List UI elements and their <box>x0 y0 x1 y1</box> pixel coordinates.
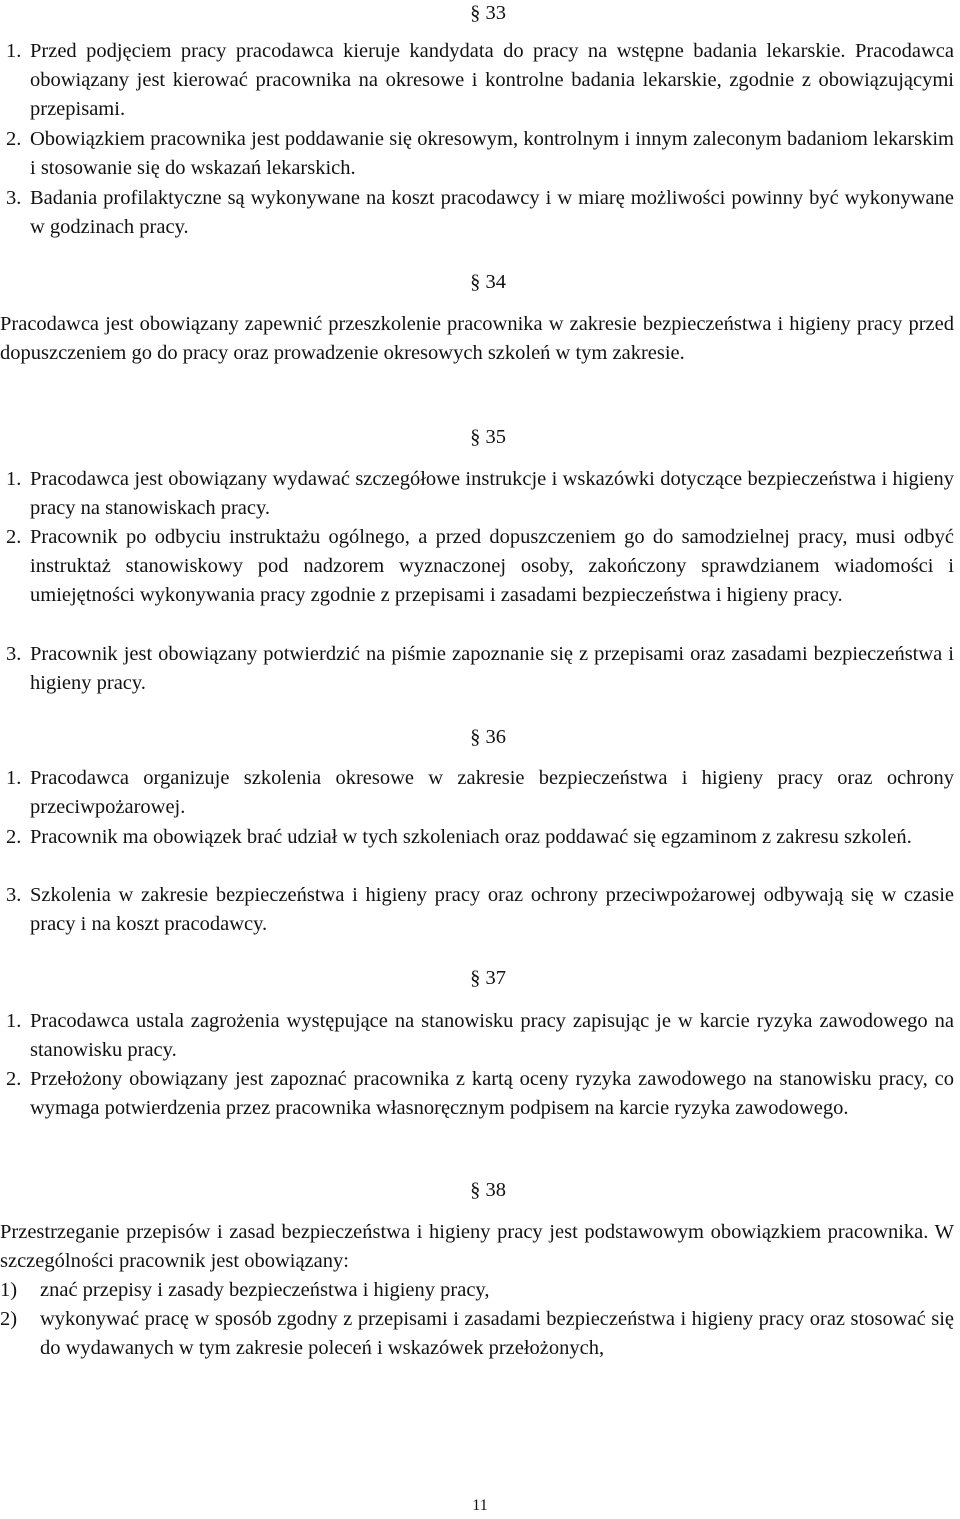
list-item <box>6 640 954 698</box>
item-number: 1. <box>6 468 22 490</box>
item-number: 2. <box>6 1068 22 1090</box>
list-item <box>6 881 954 939</box>
item-text: Przełożony obowiązany jest zapoznać pracownika z kartą oceny ryzyka zawodowego na stanowisku pracy, co wymaga potwierdzenia przez pracownika własnoręcznym podpisem na karcie ryzyka zawodowego. <box>30 1068 954 1119</box>
item-text: Pracodawca organizuje szkolenia okresowe w zakresie bezpieczeństwa i higieny pracy oraz ochrony przeciwpożarowej. <box>30 767 954 818</box>
list-item <box>6 523 954 610</box>
item-number: 2. <box>6 128 22 150</box>
list-item <box>6 37 954 124</box>
list-item <box>0 1276 954 1305</box>
item-number: 3. <box>6 187 22 209</box>
item-number: 3. <box>6 884 22 906</box>
item-text: wykonywać pracę w sposób zgodny z przepisami i zasadami bezpieczeństwa i higieny pracy oraz stosować się do wydawanych w tym zakresie poleceń i wskazówek przełożonych, <box>40 1308 954 1359</box>
item-number: 2. <box>6 826 22 848</box>
section-heading-35: § 35 <box>470 426 506 448</box>
item-text: Pracodawca jest obowiązany wydawać szczegółowe instrukcje i wskazówki dotyczące bezpieczeństwa i higieny pracy na stanowiskach pracy. <box>30 468 954 519</box>
item-text: Pracownik po odbyciu instruktażu ogólnego, a przed dopuszczeniem go do samodzielnej pracy, musi odbyć instruktaż stanowiskowy pod nadzorem wyznaczonej osoby, zakończony sprawdzianem wiadomości i umiejętności wykonywania pracy zgodnie z przepisami i zasadami bezpieczeństwa i higieny pracy. <box>30 526 954 606</box>
item-text: Pracownik ma obowiązek brać udział w tych szkoleniach oraz poddawać się egzaminom z zakresu szkoleń. <box>30 826 912 848</box>
list-item <box>6 125 954 183</box>
section-heading-36: § 36 <box>470 726 506 748</box>
item-text: znać przepisy i zasady bezpieczeństwa i higieny pracy, <box>40 1279 490 1301</box>
item-number: 1. <box>6 1010 22 1032</box>
item-text: Przed podjęciem pracy pracodawca kieruje kandydata do pracy na wstępne badania lekarskie. Pracodawca obowiązany jest kierować pracownika na okresowe i kontrolne badania lekarskie, zgodnie z obowiązującymi przepisami. <box>30 40 954 120</box>
section-heading-34: § 34 <box>470 271 506 293</box>
list-item <box>0 1305 954 1363</box>
item-text: Pracownik jest obowiązany potwierdzić na piśmie zapoznanie się z przepisami oraz zasadami bezpieczeństwa i higieny pracy. <box>30 643 954 694</box>
list-item <box>6 465 954 523</box>
item-text: Badania profilaktyczne są wykonywane na koszt pracodawcy i w miarę możliwości powinny być wykonywane w godzinach pracy. <box>30 187 954 238</box>
item-number: 1. <box>6 40 22 62</box>
section-paragraph: Pracodawca jest obowiązany zapewnić przeszkolenie pracownika w zakresie bezpieczeństwa i higieny pracy przed dopuszczeniem go do pracy oraz prowadzenie okresowych szkoleń w tym zakresie. <box>0 313 954 364</box>
list-item <box>6 764 954 822</box>
item-number: 3. <box>6 643 22 665</box>
item-text: Obowiązkiem pracownika jest poddawanie się okresowym, kontrolnym i innym zaleconym badaniom lekarskim i stosowanie się do wskazań lekarskich. <box>30 128 954 179</box>
item-text: Szkolenia w zakresie bezpieczeństwa i higieny pracy oraz ochrony przeciwpożarowej odbywają się w czasie pracy i na koszt pracodawcy. <box>30 884 954 935</box>
list-item <box>6 1065 954 1123</box>
list-item <box>6 184 954 242</box>
page-number: 11 <box>472 1497 488 1514</box>
item-number: 1. <box>6 767 22 789</box>
section-heading-38: § 38 <box>470 1179 506 1201</box>
list-item <box>6 1007 954 1065</box>
section-paragraph: Przestrzeganie przepisów i zasad bezpieczeństwa i higieny pracy jest podstawowym obowiązkiem pracownika. W szczególności pracownik jest obowiązany: <box>0 1221 954 1272</box>
item-text: Pracodawca ustala zagrożenia występujące na stanowisku pracy zapisując je w karcie ryzyka zawodowego na stanowisku pracy. <box>30 1010 954 1061</box>
item-number: 2. <box>6 526 22 548</box>
list-item <box>6 823 954 852</box>
section-heading-33: § 33 <box>470 2 506 24</box>
item-number: 2) <box>0 1308 18 1330</box>
item-number: 1) <box>0 1279 18 1301</box>
section-heading-37: § 37 <box>470 967 506 989</box>
